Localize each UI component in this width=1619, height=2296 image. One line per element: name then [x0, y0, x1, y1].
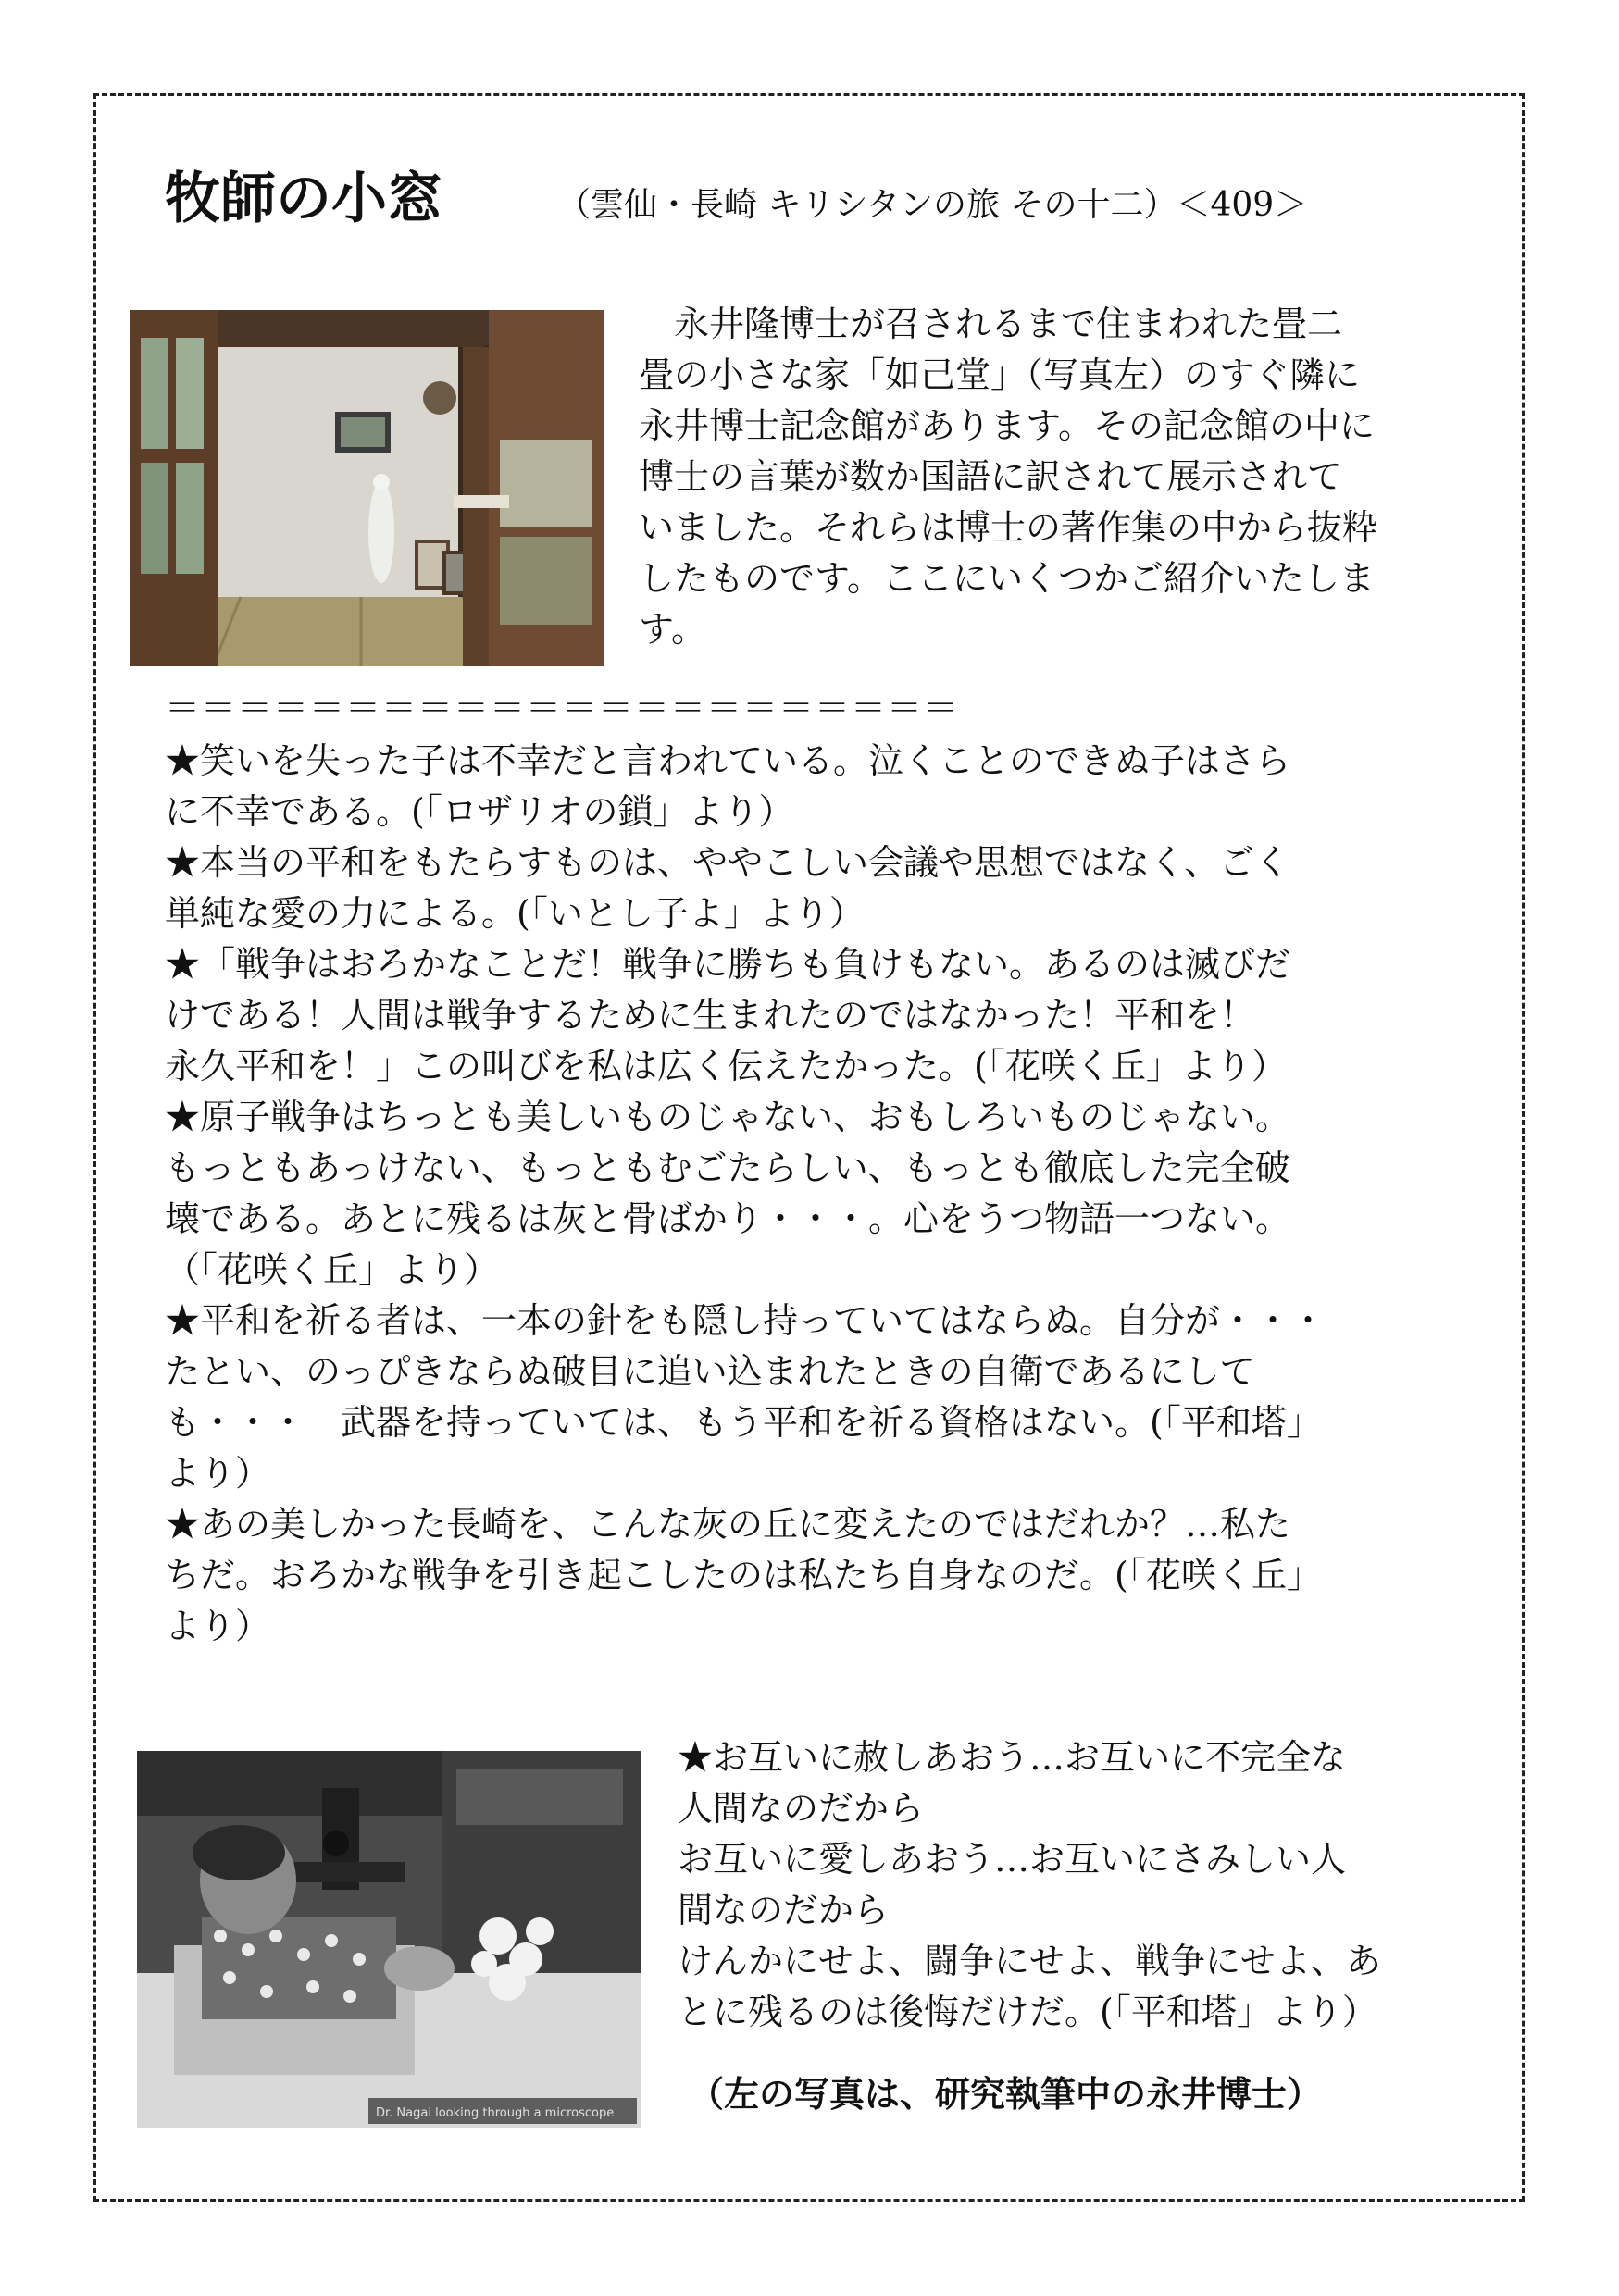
- intro-line: 永井隆博士が召されるまで住まわれた畳二: [639, 304, 1343, 344]
- photo-caption: （左の写真は、研究執筆中の永井博士）: [689, 2073, 1323, 2115]
- quote-line: ★「戦争はおろかなことだ！戦争に勝ちも負けもない。あるのは滅びだ: [165, 944, 1291, 985]
- nyokodo-room-photo: [130, 310, 604, 666]
- intro-line: 永井博士記念館があります。その記念館の中に: [639, 405, 1375, 446]
- quote-line: （「花咲く丘」より）: [165, 1249, 500, 1290]
- intro-line: 畳の小さな家「如己堂」（写真左）のすぐ隣に: [639, 354, 1361, 395]
- intro-line: いました。それらは博士の著作集の中から抜粋: [639, 507, 1378, 548]
- quote-line: けである！人間は戦争するために生まれたのではなかった！平和を！: [165, 995, 1256, 1036]
- quote-line: ちだ。おろかな戦争を引き起こしたのは私たち自身なのだ。(「花咲く丘」: [165, 1555, 1322, 1595]
- intro-line: 博士の言葉が数か国語に訳されて展示されて: [639, 456, 1343, 497]
- quote-line: 永久平和を！」この叫びを私は広く伝えたかった。(「花咲く丘」より）: [165, 1046, 1287, 1086]
- nagai-photo-image: [137, 1751, 641, 2128]
- quote-line: もっともあっけない、もっともむごたらしい、もっとも徹底した完全破: [165, 1148, 1290, 1188]
- quotes-section: [165, 736, 1526, 1652]
- closing-quote-line: 間なのだから: [678, 1890, 890, 1930]
- room-photo-image: [130, 310, 604, 666]
- quote-line: たとい、のっぴきならぬ破目に追い込まれたときの自衛であるにして: [165, 1351, 1255, 1392]
- page-subtitle: （雲仙・長崎 キリシタンの旅 その十二）＜409＞: [557, 186, 1308, 224]
- page-title: 牧師の小窓: [165, 167, 442, 231]
- header: [165, 162, 1507, 245]
- quote-line: 壊である。あとに残るは灰と骨ばかり・・・。心をうつ物語一つない。: [165, 1198, 1291, 1239]
- closing-quote-line: ★お互いに赦しあおう…お互いに不完全な: [678, 1737, 1347, 1778]
- quote-line: 単純な愛の力による。(「いとし子よ」より）: [165, 893, 865, 934]
- dr-nagai-photo: [137, 1751, 641, 2128]
- closing-quote-line: けんかにせよ、闘争にせよ、戦争にせよ、あ: [678, 1941, 1382, 1981]
- quote-line: ★本当の平和をもたらすものは、ややこしい会議や思想ではなく、ごく: [165, 842, 1290, 883]
- quote-line: ★原子戦争はちっとも美しいものじゃない、おもしろいものじゃない。: [165, 1097, 1291, 1137]
- quote-line: ★平和を祈る者は、一本の針をも隠し持っていてはならぬ。自分が・・・: [165, 1300, 1326, 1341]
- quote-line: ★笑いを失った子は不幸だと言われている。泣くことのできぬ子はさら: [165, 740, 1291, 781]
- closing-quote-line: とに残るのは後悔だけだ。(「平和塔」より）: [678, 1992, 1377, 2032]
- quote-line: より）: [165, 1606, 271, 1646]
- closing-quote-line: お互いに愛しあおう…お互いにさみしい人: [678, 1839, 1347, 1880]
- intro-line: す。: [639, 609, 706, 650]
- quote-line: も・・・ 武器を持っていては、もう平和を祈る資格はない。(「平和塔」: [165, 1402, 1322, 1443]
- section-divider: ＝＝＝＝＝＝＝＝＝＝＝＝＝＝＝＝＝＝＝＝＝＝: [165, 688, 960, 728]
- quote-line: より）: [165, 1453, 271, 1494]
- closing-quote-line: 人間なのだから: [678, 1788, 925, 1829]
- photo-sign-text: Dr. Nagai looking through a microscope: [376, 2106, 615, 2120]
- intro-paragraph: [639, 299, 1527, 688]
- closing-quote: [678, 1732, 1525, 2038]
- quote-line: ★あの美しかった長崎を、こんな灰の丘に変えたのではだれか？…私た: [165, 1504, 1291, 1545]
- quote-line: に不幸である。(「ロザリオの鎖」より）: [165, 791, 794, 832]
- intro-line: したものです。ここにいくつかご紹介いたしま: [639, 558, 1375, 599]
